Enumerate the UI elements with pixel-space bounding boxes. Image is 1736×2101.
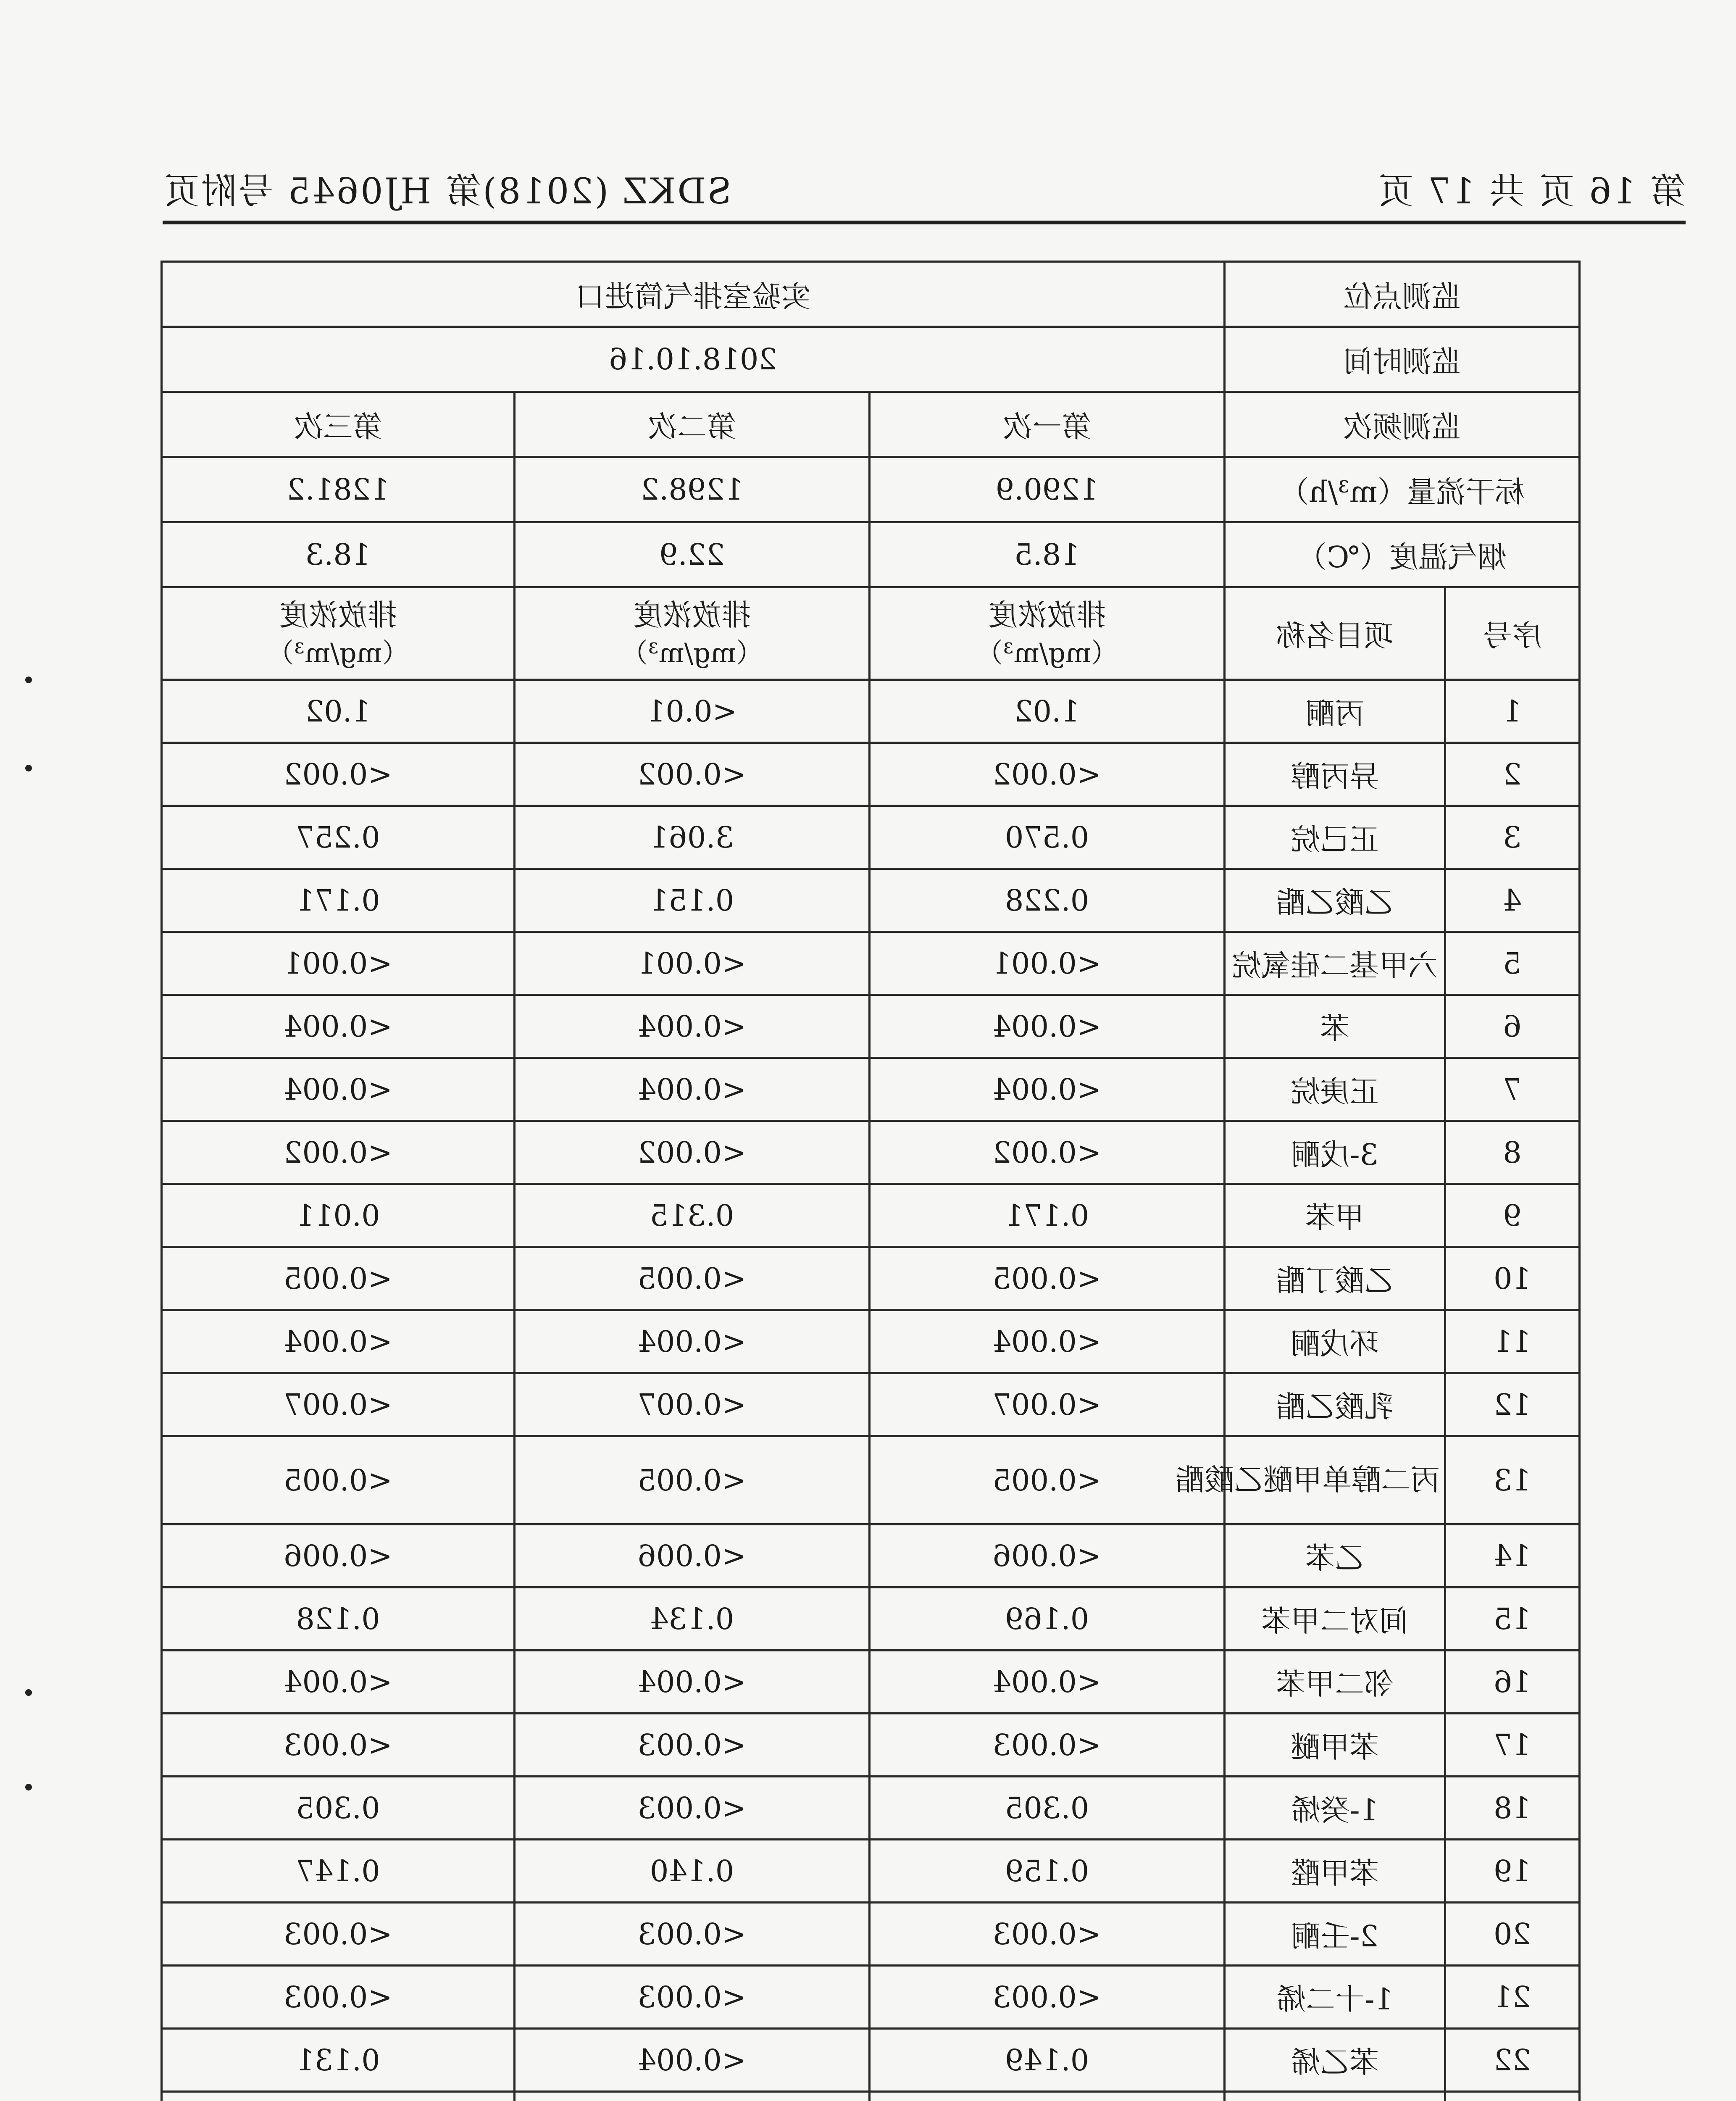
run-2-value: 0.315 (515, 1184, 870, 1247)
run-2-value: <0.004 (515, 995, 870, 1058)
seq-cell: 6 (1445, 995, 1580, 1058)
seq-header: 序号 (1445, 587, 1580, 680)
item-name-cell: 乙酸丁酯 (1225, 1247, 1445, 1310)
table-row (162, 1184, 1580, 1247)
run-3-value: <0.003 (162, 1966, 515, 2029)
run-1-value: <0.003 (870, 1966, 1225, 2029)
table-row (162, 1121, 1580, 1184)
table-row (162, 806, 1580, 869)
run-1-value: 1.02 (870, 680, 1225, 743)
seq-cell: 16 (1445, 1651, 1580, 1714)
run-2-value: <0.005 (515, 1436, 870, 1524)
table-row (162, 1373, 1580, 1436)
run-1-value: <0.004 (870, 1651, 1225, 1714)
run-3-value: <0.004 (162, 1058, 515, 1121)
seq-cell: 8 (1445, 1121, 1580, 1184)
run-1-value: <0.005 (870, 1247, 1225, 1310)
item-name-cell: 邻二甲苯 (1225, 1651, 1445, 1714)
table-row (162, 1524, 1580, 1588)
location-value: 实验室排气筒进口 (162, 262, 1225, 327)
table-row (162, 1903, 1580, 1966)
run-1-value: 0.171 (870, 1184, 1225, 1247)
flow-label: 标干流量（m³/h） (1225, 457, 1580, 522)
run-1-value: <0.001 (870, 932, 1225, 995)
table-row (162, 1651, 1580, 1714)
run-2-value: <0.003 (515, 1903, 870, 1966)
item-name-cell: 环戊酮 (1225, 1310, 1445, 1373)
temperature-value-2: 22.9 (515, 522, 870, 587)
item-name-cell: 间对二甲苯 (1225, 1588, 1445, 1651)
run-3-value: 0.171 (162, 869, 515, 932)
page-counter: 第 16 页 共 17 页 (1376, 171, 1686, 212)
temperature-value-1: 18.5 (870, 522, 1225, 587)
run-1-value: 0.159 (870, 1840, 1225, 1903)
item-name-cell: 1-癸烯 (1225, 1777, 1445, 1840)
monitoring-results-table (160, 261, 1581, 2101)
run-1-value: <0.002 (870, 743, 1225, 806)
table-row (162, 995, 1580, 1058)
concentration-header-3 (162, 587, 515, 680)
item-name-cell: 苯乙烯 (1225, 2029, 1445, 2092)
item-name-cell (1225, 2092, 1445, 2101)
run-2-value: <0.001 (515, 932, 870, 995)
run-1-value: 0.228 (870, 869, 1225, 932)
run-3-value: <0.004 (162, 995, 515, 1058)
seq-cell: 2 (1445, 743, 1580, 806)
run-3-value: <0.004 (162, 1651, 515, 1714)
item-name-cell: 乳酸乙酯 (1225, 1373, 1445, 1436)
item-name-cell: 乙苯 (1225, 1524, 1445, 1588)
temperature-label: 烟气温度（℃） (1225, 522, 1580, 587)
table-row (162, 1840, 1580, 1903)
concentration-header-1 (870, 587, 1225, 680)
frequency-row (162, 392, 1580, 457)
scan-dot (25, 677, 32, 683)
concentration-label: 排放浓度 (633, 598, 751, 633)
run-3-value: 0.147 (162, 1840, 515, 1903)
table-row (162, 869, 1580, 932)
run-3-value: <0.005 (162, 1436, 515, 1524)
run-3-value: <0.002 (162, 743, 515, 806)
run-3-value: 0.128 (162, 1588, 515, 1651)
item-name-cell: 苯甲醚 (1225, 1714, 1445, 1777)
run-3-value (162, 2092, 515, 2101)
frequency-label: 监测频次 (1225, 392, 1580, 457)
run-3-value: <0.007 (162, 1373, 515, 1436)
flow-row (162, 457, 1580, 522)
item-name-cell: 丙二醇单甲醚乙酸酯 (1225, 1436, 1445, 1524)
run-1-value: 0.305 (870, 1777, 1225, 1840)
seq-cell: 10 (1445, 1247, 1580, 1310)
item-name-cell: 3-戊酮 (1225, 1121, 1445, 1184)
run-3-value: 1.02 (162, 680, 515, 743)
run-2-value: <0.004 (515, 1651, 870, 1714)
column-header-row (162, 587, 1580, 680)
item-name-cell: 2-壬酮 (1225, 1903, 1445, 1966)
temperature-value-3: 18.3 (162, 522, 515, 587)
run-3-value: <0.005 (162, 1247, 515, 1310)
seq-cell: 5 (1445, 932, 1580, 995)
run-2-value: <0.004 (515, 1058, 870, 1121)
run-1-value: 0.570 (870, 806, 1225, 869)
seq-cell: 14 (1445, 1524, 1580, 1588)
unit-label: （mg/m³） (267, 637, 409, 669)
run-3-value: 0.305 (162, 1777, 515, 1840)
run-1-value: <0.003 (870, 1903, 1225, 1966)
seq-cell: 3 (1445, 806, 1580, 869)
item-name-cell: 1-十二烯 (1225, 1966, 1445, 2029)
time-value: 2018.10.16 (162, 327, 1225, 392)
item-name-cell: 正己烷 (1225, 806, 1445, 869)
page-header (163, 171, 1686, 224)
seq-cell: 1 (1445, 680, 1580, 743)
run-3-value: <0.004 (162, 1310, 515, 1373)
unit-label: （mg/m³） (976, 637, 1118, 669)
table-row (162, 2092, 1580, 2101)
table-row (162, 1966, 1580, 2029)
item-name-cell: 乙酸乙酯 (1225, 869, 1445, 932)
run-2-value: <0.003 (515, 1714, 870, 1777)
table-row (162, 1714, 1580, 1777)
run-2-value: <0.002 (515, 1121, 870, 1184)
item-name-cell: 六甲基二硅氧烷 (1225, 932, 1445, 995)
run-3-value: <0.001 (162, 932, 515, 995)
run-1-value: <0.004 (870, 995, 1225, 1058)
seq-cell: 4 (1445, 869, 1580, 932)
unit-label: （mg/m³） (621, 637, 763, 669)
table-row (162, 743, 1580, 806)
seq-cell: 15 (1445, 1588, 1580, 1651)
seq-cell: 22 (1445, 2029, 1580, 2092)
item-name-cell: 苯甲醛 (1225, 1840, 1445, 1903)
run-3-value: <0.003 (162, 1903, 515, 1966)
item-header: 项目名称 (1225, 587, 1445, 680)
flow-value-3: 1281.2 (162, 457, 515, 522)
table-row (162, 1436, 1580, 1524)
run-2-value (515, 2092, 870, 2101)
table-row (162, 1777, 1580, 1840)
table-row (162, 1247, 1580, 1310)
seq-cell: 7 (1445, 1058, 1580, 1121)
run-2-value: <0.006 (515, 1524, 870, 1588)
run-2-value: 0.151 (515, 869, 870, 932)
run-1-value: <0.007 (870, 1373, 1225, 1436)
item-name-cell: 苯 (1225, 995, 1445, 1058)
run-1-value (870, 2092, 1225, 2101)
run-2-value: <0.01 (515, 680, 870, 743)
run-1-value: <0.002 (870, 1121, 1225, 1184)
run-2-value: <0.007 (515, 1373, 870, 1436)
run-3-value: 0.257 (162, 806, 515, 869)
flow-value-1: 1290.9 (870, 457, 1225, 522)
seq-cell: 21 (1445, 1966, 1580, 2029)
item-name-cell: 甲苯 (1225, 1184, 1445, 1247)
run-2-value: <0.004 (515, 2029, 870, 2092)
seq-cell (1445, 2092, 1580, 2101)
table-row (162, 1058, 1580, 1121)
run-2-value: 3.061 (515, 806, 870, 869)
seq-cell: 17 (1445, 1714, 1580, 1777)
run-1-value: <0.004 (870, 1058, 1225, 1121)
table-row (162, 1588, 1580, 1651)
scan-dot (25, 765, 32, 771)
run-1-value: <0.004 (870, 1310, 1225, 1373)
item-name-cell: 丙酮 (1225, 680, 1445, 743)
table-row (162, 932, 1580, 995)
seq-cell: 20 (1445, 1903, 1580, 1966)
flow-value-2: 1298.2 (515, 457, 870, 522)
seq-cell: 18 (1445, 1777, 1580, 1840)
scan-dot (25, 1784, 32, 1790)
concentration-label: 排放浓度 (279, 598, 397, 633)
seq-cell: 19 (1445, 1840, 1580, 1903)
seq-cell: 9 (1445, 1184, 1580, 1247)
run-3-value: 0.011 (162, 1184, 515, 1247)
run-3-value: 0.131 (162, 2029, 515, 2092)
seq-cell: 12 (1445, 1373, 1580, 1436)
run-2-value: 0.134 (515, 1588, 870, 1651)
run-1-value: 0.169 (870, 1588, 1225, 1651)
location-row (162, 262, 1580, 327)
run-3-value: <0.006 (162, 1524, 515, 1588)
seq-cell: 13 (1445, 1436, 1580, 1524)
run-3-value: <0.002 (162, 1121, 515, 1184)
location-label: 监测点位 (1225, 262, 1580, 327)
run-3-header: 第三次 (162, 392, 515, 457)
report-number: SDKZ (2018)第 HJ0645 号附页 (163, 171, 732, 212)
run-1-value: <0.006 (870, 1524, 1225, 1588)
seq-cell: 11 (1445, 1310, 1580, 1373)
scan-dot (25, 1689, 32, 1696)
table-row (162, 680, 1580, 743)
concentration-header-2 (515, 587, 870, 680)
run-1-header: 第一次 (870, 392, 1225, 457)
run-2-value: <0.003 (515, 1966, 870, 2029)
run-2-value: <0.004 (515, 1310, 870, 1373)
run-3-value: <0.003 (162, 1714, 515, 1777)
run-2-value: <0.003 (515, 1777, 870, 1840)
run-1-value: <0.005 (870, 1436, 1225, 1524)
run-1-value: 0.149 (870, 2029, 1225, 2092)
table-row (162, 1310, 1580, 1373)
time-label: 监测时间 (1225, 327, 1580, 392)
temperature-row (162, 522, 1580, 587)
item-name-cell: 正庚烷 (1225, 1058, 1445, 1121)
run-2-value: 0.140 (515, 1840, 870, 1903)
run-2-header: 第二次 (515, 392, 870, 457)
run-2-value: <0.005 (515, 1247, 870, 1310)
run-2-value: <0.002 (515, 743, 870, 806)
table-row (162, 2029, 1580, 2092)
run-1-value: <0.003 (870, 1714, 1225, 1777)
item-name-cell: 异丙醇 (1225, 743, 1445, 806)
concentration-label: 排放浓度 (988, 598, 1106, 633)
time-row (162, 327, 1580, 392)
